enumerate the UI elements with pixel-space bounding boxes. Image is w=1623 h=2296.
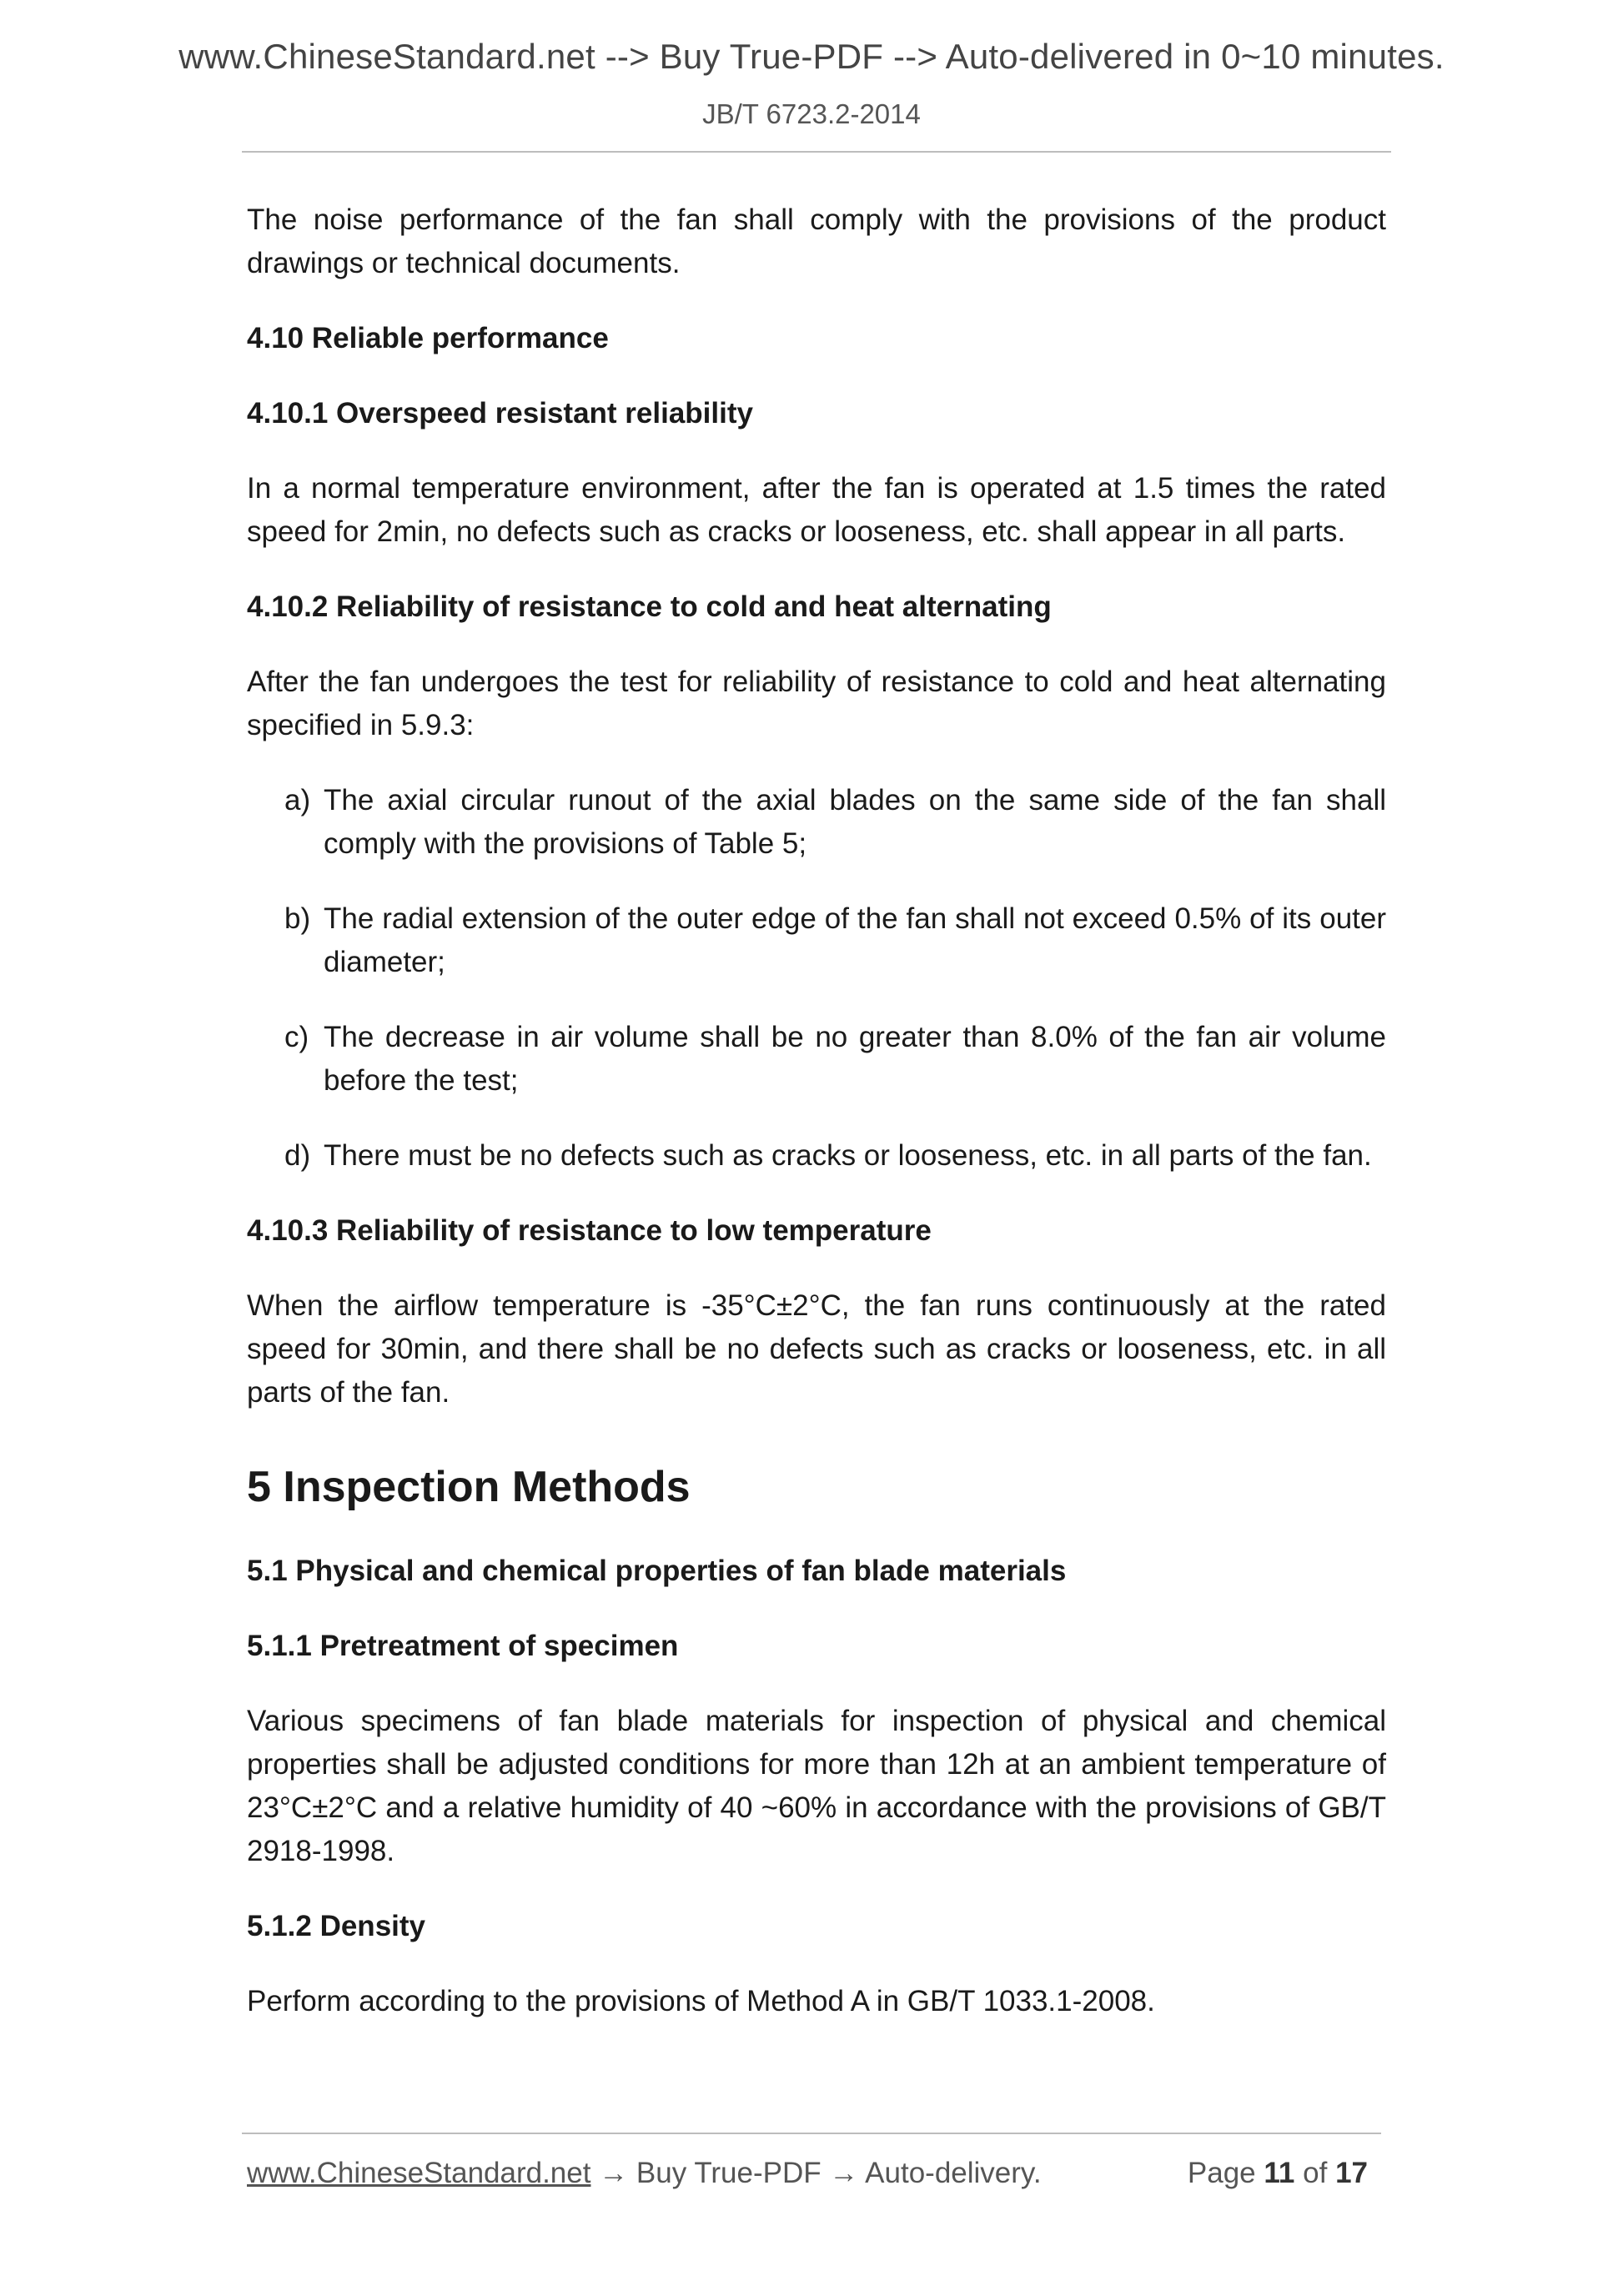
heading-5-inspection-methods: 5 Inspection Methods [247, 1463, 691, 1511]
heading-4-10-1: 4.10.1 Overspeed resistant reliability [247, 397, 753, 430]
page-number: 11 [1264, 2157, 1295, 2189]
list-item [247, 779, 1386, 866]
footer-divider [242, 2133, 1381, 2134]
paragraph-noise: The noise performance of the fan shall comply with the provisions of the product drawings or technical documents. [247, 203, 1386, 279]
list-marker: a) [284, 784, 311, 816]
header-banner: www.ChineseStandard.net --> Buy True-PDF --> Auto-delivered in 0~10 minutes. [178, 37, 1445, 76]
heading-5-1: 5.1 Physical and chemical properties of fan blade materials [247, 1555, 1067, 1587]
list-item [247, 1016, 1386, 1103]
list-item [247, 1134, 1386, 1178]
list-marker: b) [284, 902, 311, 935]
heading-5-1-2: 5.1.2 Density [247, 1910, 425, 1942]
paragraph-4-10-1: In a normal temperature environment, after the fan is operated at 1.5 times the rated speed for 2min, no defects such as cracks or looseness, etc. shall appear in all parts. [247, 472, 1386, 548]
paragraph-5-1-2: Perform according to the provisions of Method A in GB/T 1033.1-2008. [247, 1985, 1155, 2017]
header-divider [242, 151, 1391, 153]
page-label: Page [1187, 2157, 1256, 2189]
paragraph-4-10-3: When the airflow temperature is -35°C±2°C, the fan runs continuously at the rated speed for 30min, and there shall be no defects such as cracks or looseness, etc. in all parts of the fan. [247, 1289, 1386, 1409]
page-indicator [1188, 2157, 1368, 2190]
list-item-text: The decrease in air volume shall be no greater than 8.0% of the fan air volume before the test; [324, 1021, 1386, 1097]
heading-4-10-3: 4.10.3 Reliability of resistance to low temperature [247, 1214, 932, 1247]
of-label: of [1303, 2157, 1328, 2189]
heading-4-10: 4.10 Reliable performance [247, 322, 609, 354]
list-item-text: The axial circular runout of the axial blades on the same side of the fan shall comply with the provisions of Table 5; [324, 784, 1386, 860]
paragraph-5-1-1: Various specimens of fan blade materials for inspection of physical and chemical properties shall be adjusted conditions for more than 12h at an ambient temperature of 23°C±2°C and a relative humidity of 40 ~60% in accordance with the provisions of GB/T 2918-1998. [247, 1705, 1386, 1867]
footer-site-link[interactable]: www.ChineseStandard.net [247, 2157, 591, 2189]
footer-tagline: → Buy True-PDF → Auto-delivery. [590, 2157, 1042, 2189]
list-marker: d) [284, 1139, 311, 1172]
list-item-text: The radial extension of the outer edge of the fan shall not exceed 0.5% of its outer diameter; [324, 902, 1386, 978]
page-total: 17 [1335, 2157, 1368, 2189]
list-marker: c) [284, 1021, 309, 1053]
list-item [247, 897, 1386, 984]
heading-5-1-1: 5.1.1 Pretreatment of specimen [247, 1630, 679, 1662]
list-item-text: There must be no defects such as cracks or looseness, etc. in all parts of the fan. [324, 1139, 1372, 1172]
paragraph-4-10-2: After the fan undergoes the test for reliability of resistance to cold and heat alternating specified in 5.9.3: [247, 666, 1386, 741]
heading-4-10-2: 4.10.2 Reliability of resistance to cold and heat alternating [247, 590, 1052, 623]
footer [247, 2157, 1378, 2190]
document-id: JB/T 6723.2-2014 [702, 98, 921, 129]
page-content [247, 198, 1386, 2055]
requirements-list [247, 779, 1386, 1178]
